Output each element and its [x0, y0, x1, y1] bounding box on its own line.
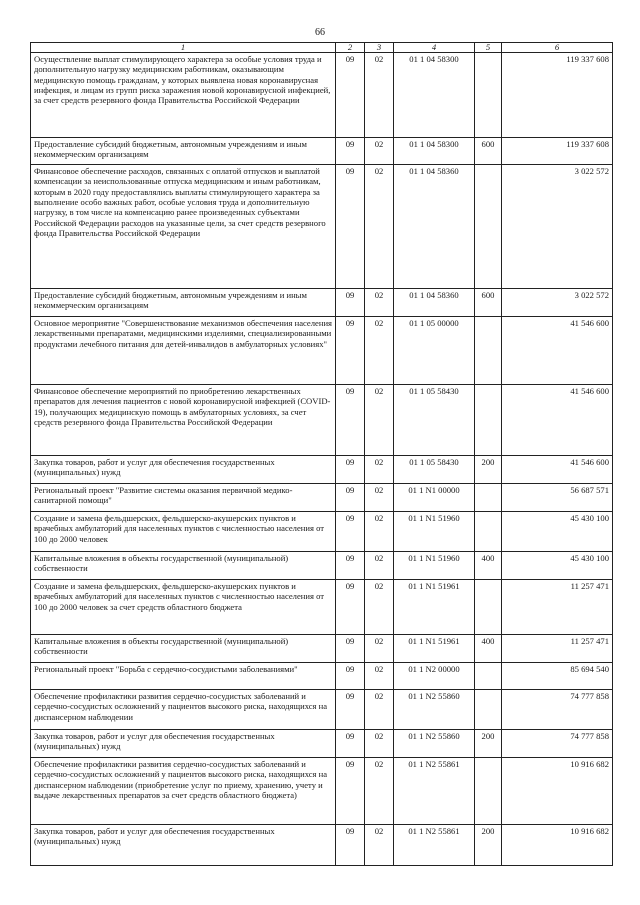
- row-expense-type-cell: 600: [475, 138, 502, 165]
- row-target-article-cell: 01 1 04 58300: [394, 53, 475, 138]
- row-expense-type-cell: [475, 165, 502, 289]
- row-target-article-cell: 01 1 N2 55861: [394, 758, 475, 825]
- table-row: [31, 580, 613, 635]
- row-section-cell: 09: [336, 663, 365, 690]
- row-target-article-cell: 01 1 N1 51961: [394, 580, 475, 635]
- row-name-cell: Осуществление выплат стимулирующего характера за особые условия труда и дополнительную нагрузку медицинским работникам, оказывающим медицинскую помощь гражданам, у которых выявлена новая коронавирусная инфекция, и лицам из групп риска заражения новой коронавирусной инфекцией, за счет средств резервного фонда Правительства Российской Федерации: [31, 53, 336, 138]
- row-section-cell: 09: [336, 385, 365, 456]
- row-name-cell: Закупка товаров, работ и услуг для обеспечения государственных (муниципальных) нужд: [31, 825, 336, 866]
- table-row: [31, 512, 613, 552]
- row-target-article-cell: 01 1 N2 55860: [394, 690, 475, 730]
- row-subsection-cell: 02: [365, 635, 394, 663]
- row-subsection-cell: 02: [365, 289, 394, 317]
- row-expense-type-cell: 200: [475, 825, 502, 866]
- row-section-cell: 09: [336, 690, 365, 730]
- row-section-cell: 09: [336, 580, 365, 635]
- row-target-article-cell: 01 1 N2 55861: [394, 825, 475, 866]
- header-col-4: 4: [394, 43, 475, 53]
- row-name-cell: Финансовое обеспечение расходов, связанных с оплатой отпусков и выплатой компенсации за неиспользованные отпуска медицинским и иным работникам, которым в 2020 году предоставлялись выплаты стимулирующего характера за выполнение особо важных работ, особые условия труда и дополнительную нагрузку, в том числе на компенсацию ранее произведенных субъектами Российской Федерации расходов на указанные цели, за счет средств резервного фонда Правительства Российской Федерации: [31, 165, 336, 289]
- row-expense-type-cell: [475, 53, 502, 138]
- row-section-cell: 09: [336, 484, 365, 512]
- row-name-cell: Финансовое обеспечение мероприятий по приобретению лекарственных препаратов для лечения пациентов с новой коронавирусной инфекцией (COVID-19), получающих медицинскую помощь в амбулаторных условиях, за счет средств резервного фонда Правительства Российской Федерации: [31, 385, 336, 456]
- row-expense-type-cell: [475, 580, 502, 635]
- table-row: [31, 690, 613, 730]
- row-subsection-cell: 02: [365, 456, 394, 484]
- header-col-6: 6: [502, 43, 613, 53]
- row-section-cell: 09: [336, 317, 365, 385]
- table-row: [31, 385, 613, 456]
- row-name-cell: Обеспечение профилактики развития сердечно-сосудистых заболеваний и сердечно-сосудистых осложнений у пациентов высокого риска, находящихся на диспансерном наблюдении: [31, 690, 336, 730]
- row-name-cell: Предоставление субсидий бюджетным, автономным учреждениям и иным некоммерческим организациям: [31, 138, 336, 165]
- row-amount-cell: 41 546 600: [502, 385, 613, 456]
- table-row: [31, 456, 613, 484]
- row-target-article-cell: 01 1 04 58360: [394, 165, 475, 289]
- row-section-cell: 09: [336, 825, 365, 866]
- row-amount-cell: 45 430 100: [502, 512, 613, 552]
- row-amount-cell: 10 916 682: [502, 758, 613, 825]
- table-row: [31, 289, 613, 317]
- row-subsection-cell: 02: [365, 512, 394, 552]
- table-row: [31, 165, 613, 289]
- row-section-cell: 09: [336, 512, 365, 552]
- row-target-article-cell: 01 1 N2 00000: [394, 663, 475, 690]
- row-amount-cell: 119 337 608: [502, 138, 613, 165]
- table-row: [31, 317, 613, 385]
- row-subsection-cell: 02: [365, 138, 394, 165]
- row-subsection-cell: 02: [365, 580, 394, 635]
- table-row: [31, 552, 613, 580]
- row-section-cell: 09: [336, 289, 365, 317]
- row-expense-type-cell: [475, 690, 502, 730]
- row-amount-cell: 41 546 600: [502, 317, 613, 385]
- row-name-cell: Капитальные вложения в объекты государственной (муниципальной) собственности: [31, 552, 336, 580]
- row-expense-type-cell: [475, 317, 502, 385]
- row-name-cell: Создание и замена фельдшерских, фельдшерско-акушерских пунктов и врачебных амбулаторий для населенных пунктов с численностью населения от 100 до 2000 человек за счет средств областного бюджета: [31, 580, 336, 635]
- row-subsection-cell: 02: [365, 758, 394, 825]
- header-col-5: 5: [475, 43, 502, 53]
- row-amount-cell: 74 777 858: [502, 690, 613, 730]
- row-amount-cell: 45 430 100: [502, 552, 613, 580]
- row-name-cell: Обеспечение профилактики развития сердечно-сосудистых заболеваний и сердечно-сосудистых осложнений у пациентов высокого риска, находящихся на диспансерном наблюдении (приобретение услуг по приему, хранению, учету и выдаче лекарственных препаратов за счет средств областного бюджета): [31, 758, 336, 825]
- row-subsection-cell: 02: [365, 663, 394, 690]
- table-row: [31, 138, 613, 165]
- row-subsection-cell: 02: [365, 730, 394, 758]
- row-section-cell: 09: [336, 730, 365, 758]
- row-expense-type-cell: [475, 484, 502, 512]
- row-expense-type-cell: [475, 758, 502, 825]
- header-col-1: 1: [31, 43, 336, 53]
- row-name-cell: Капитальные вложения в объекты государственной (муниципальной) собственности: [31, 635, 336, 663]
- row-expense-type-cell: 200: [475, 456, 502, 484]
- row-target-article-cell: 01 1 04 58360: [394, 289, 475, 317]
- row-section-cell: 09: [336, 138, 365, 165]
- row-amount-cell: 74 777 858: [502, 730, 613, 758]
- table-row: [31, 663, 613, 690]
- row-target-article-cell: 01 1 N1 00000: [394, 484, 475, 512]
- row-expense-type-cell: [475, 385, 502, 456]
- table-row: [31, 635, 613, 663]
- row-expense-type-cell: 400: [475, 552, 502, 580]
- table-row: [31, 484, 613, 512]
- row-name-cell: Закупка товаров, работ и услуг для обеспечения государственных (муниципальных) нужд: [31, 456, 336, 484]
- row-expense-type-cell: [475, 663, 502, 690]
- table-row: [31, 758, 613, 825]
- row-target-article-cell: 01 1 N1 51961: [394, 635, 475, 663]
- row-amount-cell: 3 022 572: [502, 289, 613, 317]
- row-amount-cell: 119 337 608: [502, 53, 613, 138]
- row-name-cell: Региональный проект "Борьба с сердечно-сосудистыми заболеваниями": [31, 663, 336, 690]
- row-expense-type-cell: [475, 512, 502, 552]
- table-row: [31, 825, 613, 866]
- row-subsection-cell: 02: [365, 165, 394, 289]
- table-row: [31, 53, 613, 138]
- row-name-cell: Создание и замена фельдшерских, фельдшерско-акушерских пунктов и врачебных амбулаторий для населенных пунктов с численностью населения от 100 до 2000 человек: [31, 512, 336, 552]
- row-section-cell: 09: [336, 53, 365, 138]
- row-target-article-cell: 01 1 05 58430: [394, 385, 475, 456]
- row-subsection-cell: 02: [365, 385, 394, 456]
- table-row: [31, 730, 613, 758]
- header-row: [31, 43, 613, 53]
- row-amount-cell: 11 257 471: [502, 580, 613, 635]
- row-amount-cell: 41 546 600: [502, 456, 613, 484]
- row-subsection-cell: 02: [365, 484, 394, 512]
- row-name-cell: Закупка товаров, работ и услуг для обеспечения государственных (муниципальных) нужд: [31, 730, 336, 758]
- row-amount-cell: 56 687 571: [502, 484, 613, 512]
- row-name-cell: Предоставление субсидий бюджетным, автономным учреждениям и иным некоммерческим организациям: [31, 289, 336, 317]
- row-section-cell: 09: [336, 165, 365, 289]
- row-subsection-cell: 02: [365, 825, 394, 866]
- header-col-2: 2: [336, 43, 365, 53]
- row-amount-cell: 10 916 682: [502, 825, 613, 866]
- row-name-cell: Региональный проект "Развитие системы оказания первичной медико-санитарной помощи": [31, 484, 336, 512]
- budget-table: [30, 42, 613, 866]
- row-subsection-cell: 02: [365, 317, 394, 385]
- row-section-cell: 09: [336, 456, 365, 484]
- row-target-article-cell: 01 1 04 58300: [394, 138, 475, 165]
- row-amount-cell: 85 694 540: [502, 663, 613, 690]
- row-expense-type-cell: 600: [475, 289, 502, 317]
- row-target-article-cell: 01 1 N1 51960: [394, 552, 475, 580]
- row-section-cell: 09: [336, 552, 365, 580]
- row-section-cell: 09: [336, 758, 365, 825]
- row-target-article-cell: 01 1 05 58430: [394, 456, 475, 484]
- row-target-article-cell: 01 1 05 00000: [394, 317, 475, 385]
- row-subsection-cell: 02: [365, 552, 394, 580]
- row-amount-cell: 11 257 471: [502, 635, 613, 663]
- page-number: 66: [315, 27, 325, 38]
- row-target-article-cell: 01 1 N2 55860: [394, 730, 475, 758]
- row-subsection-cell: 02: [365, 53, 394, 138]
- header-col-3: 3: [365, 43, 394, 53]
- row-expense-type-cell: 400: [475, 635, 502, 663]
- row-expense-type-cell: 200: [475, 730, 502, 758]
- row-section-cell: 09: [336, 635, 365, 663]
- row-subsection-cell: 02: [365, 690, 394, 730]
- row-name-cell: Основное мероприятие "Совершенствование механизмов обеспечения населения лекарственными препаратами, медицинскими изделиями, специализированными продуктами лечебного питания для детей-инвалидов в амбулаторных условиях": [31, 317, 336, 385]
- row-amount-cell: 3 022 572: [502, 165, 613, 289]
- row-target-article-cell: 01 1 N1 51960: [394, 512, 475, 552]
